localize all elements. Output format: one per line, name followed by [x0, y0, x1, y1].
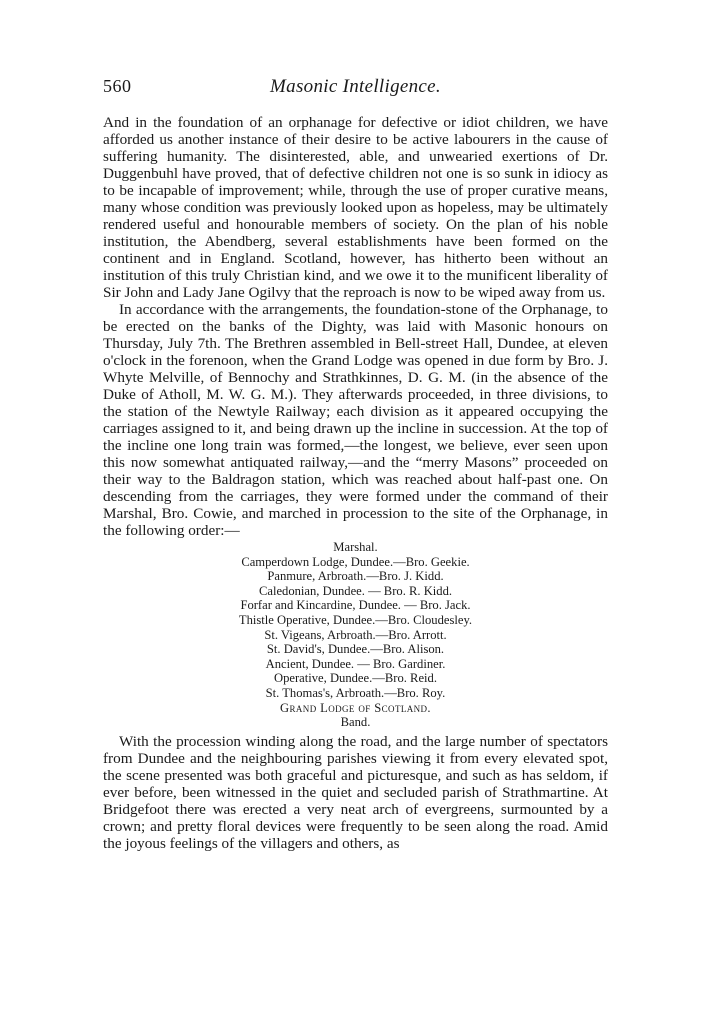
page-number: 560 [103, 76, 132, 96]
procession-item-operative: Operative, Dundee.—Bro. Reid. [274, 671, 437, 686]
procession-item-thistle-operative: Thistle Operative, Dundee.—Bro. Cloudesley. [238, 612, 473, 627]
procession-item-st-davids: St. David's, Dundee.—Bro. Alison. [266, 642, 445, 657]
procession-item-camperdown: Camperdown Lodge, Dundee.—Bro. Geekie. [241, 554, 470, 569]
procession-item-ancient: Ancient, Dundee. — Bro. Gardiner. [265, 656, 446, 671]
procession-item-band: Band. [340, 715, 371, 730]
procession-item-st-vigeans: St. Vigeans, Arbroath.—Bro. Arrott. [264, 627, 447, 642]
page-header [103, 76, 608, 106]
running-title: Masonic Intelligence. [270, 76, 441, 97]
procession-item-st-thomass: St. Thomas's, Arbroath.—Bro. Roy. [265, 685, 446, 700]
procession-order-list [103, 540, 608, 730]
procession-item-caledonian: Caledonian, Dundee. — Bro. R. Kidd. [258, 583, 453, 598]
paragraph-orphanage: And in the foundation of an orphanage for defective or idiot children, we have afforded us another instance of their desire to be active labourers in the cause of suffering humanity. The disinterested, able, and unwearied exertions of Dr. Duggenbuhl have proved, that of defective children not one is so sunk in idiocy as to be incapable of improvement; while, through the use of proper curative means, many whose condition was previously looked upon as hopeless, may be ultimately rendered useful and honourable members of society. On the plan of his noble institution, the Abendberg, several establishments have been formed on the continent and in England. Scotland, however, has hitherto been without an institution of this truly Christian kind, and we owe it to the munificent liberality of Sir John and Lady Jane Ogilvy that the reproach is now to be wiped away from us. [103, 114, 608, 301]
paragraph-arrangements: In accordance with the arrangements, the foundation-stone of the Orphanage, to be erected on the banks of the Dighty, was laid with Masonic honours on Thursday, July 7th. The Brethren assembled in Bell-street Hall, Dundee, at eleven o'clock in the forenoon, when the Grand Lodge was opened in due form by Bro. J. Whyte Melville, of Bennochy and Strathkinnes, D. G. M. (in the absence of the Duke of Atholl, M. W. G. M.). They afterwards proceeded, in three divisions, to the station of the Newtyle Railway; each division as it appeared occupying the carriages assigned to it, and being drawn up the incline in succession. At the top of the incline one long train was formed,—the longest, we believe, ever seen upon this now somewhat antiquated railway,—and the “merry Masons” proceeded on their way to the Baldragon station, which was reached about half-past one. On descending from the carriages, they were formed under the command of their Marshal, Bro. Cowie, and marched in procession to the site of the Orphanage, in the following order:— [103, 301, 608, 539]
article-body [103, 114, 608, 852]
paragraph-procession-scene: With the procession winding along the road, and the large number of spectators from Dundee and the neighbouring parishes viewing it from every elevated spot, the scene presented was both graceful and picturesque, and such as has seldom, if ever before, been witnessed in the quiet and secluded parish of Strathmartine. At Bridgefoot there was erected a very neat arch of evergreens, surmounted by a crown; and pretty floral devices were frequently to be seen along the road. Amid the joyous feelings of the villagers and others, as [103, 732, 608, 852]
page [103, 76, 608, 852]
procession-item-grand-lodge: Grand Lodge of Scotland. [280, 700, 431, 715]
procession-item-marshal: Marshal. [333, 540, 378, 554]
procession-item-panmure: Panmure, Arbroath.—Bro. J. Kidd. [267, 569, 444, 584]
procession-item-forfar-kincardine: Forfar and Kincardine, Dundee. — Bro. Jack. [240, 598, 471, 613]
